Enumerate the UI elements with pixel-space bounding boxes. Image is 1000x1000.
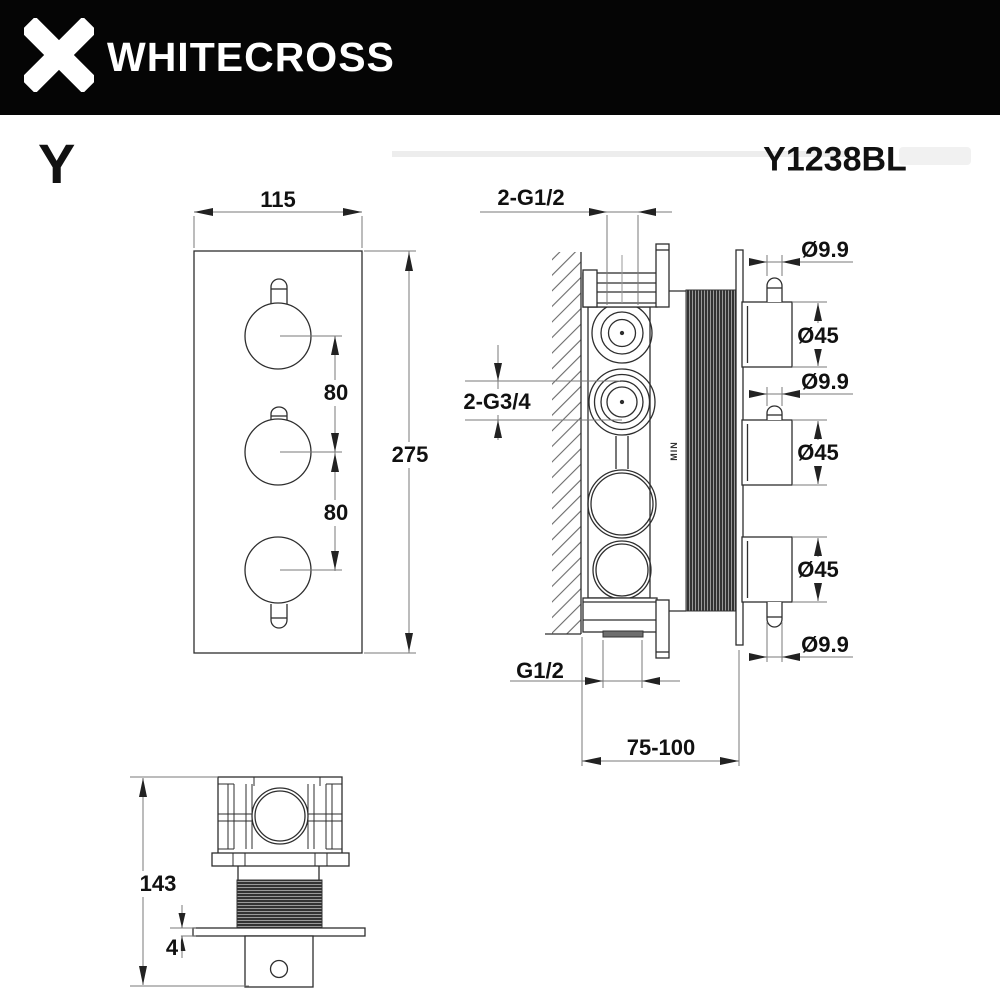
dim-inlet-thread: 2-G1/2	[497, 185, 565, 210]
dim-knob-dia-top: Ø45	[794, 323, 842, 349]
bottom-flange	[583, 598, 657, 632]
dim-pitch-lower: 80	[321, 500, 351, 526]
dim-outlet-thread: G1/2	[516, 658, 564, 683]
dim-stem-dia-mid: Ø9.9	[801, 369, 849, 394]
dim-stem-dia-bottom: Ø9.9	[801, 632, 849, 657]
dim-knob-dia-bottom: Ø45	[794, 557, 842, 583]
dim-stem-dia-top: Ø9.9	[801, 237, 849, 262]
min-depth-mark: MIN	[669, 441, 679, 461]
dim-body-height: 143	[137, 871, 180, 897]
bottom-view-linework	[193, 777, 365, 987]
knobs-side	[742, 302, 792, 602]
dim-mounting-depth: 75-100	[626, 735, 696, 760]
top-mount-tab	[656, 244, 669, 307]
dim-front-width: 115	[260, 187, 296, 212]
model-code: Y1238BL	[763, 140, 907, 179]
body-top-box	[218, 777, 342, 855]
series-label: Y	[38, 132, 76, 195]
outlet-stub	[603, 631, 643, 637]
mounting-thread-side	[686, 290, 737, 611]
dim-port-thread: 2-G3/4	[460, 389, 533, 415]
port-top-g12	[592, 303, 652, 363]
wall-hatch	[552, 252, 581, 634]
knob-bottomview	[245, 936, 313, 987]
brand-name: WHITECROSS	[107, 34, 395, 80]
handle-stem-bottom	[271, 604, 287, 628]
dim-pitch-upper: 80	[321, 380, 351, 406]
handle-stem-top	[271, 279, 287, 304]
dim-knob-dia-mid: Ø45	[794, 440, 842, 466]
mounting-thread-bottomview	[237, 880, 322, 928]
faceplate-bottomview	[193, 928, 365, 936]
bottom-mount-tab	[656, 600, 669, 658]
dim-plate-thickness: 4	[163, 935, 181, 961]
dim-front-height: 275	[389, 442, 432, 468]
